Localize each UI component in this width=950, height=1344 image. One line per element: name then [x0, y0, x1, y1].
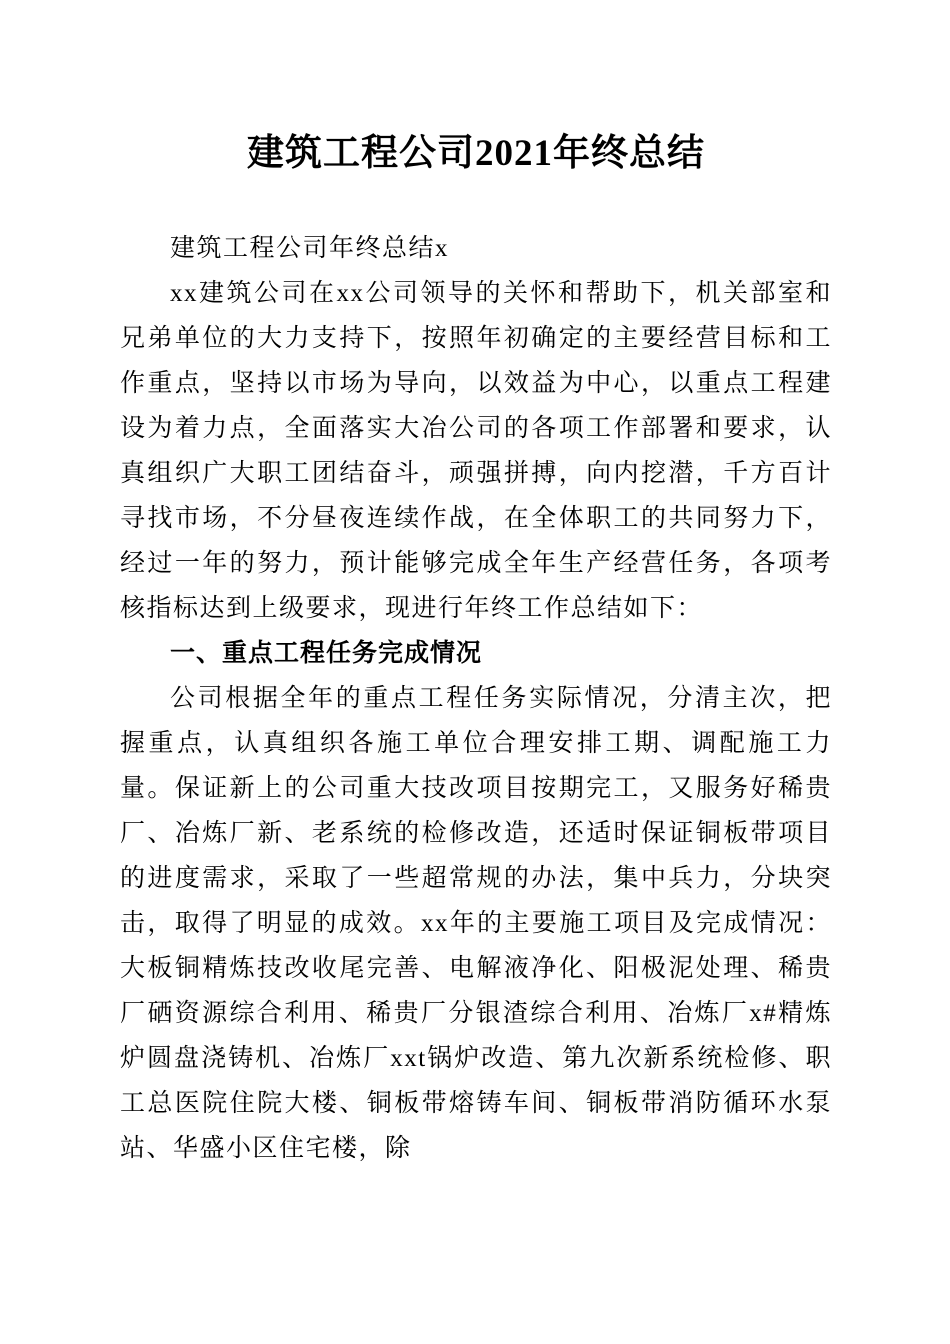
document-title: 建筑工程公司2021年终总结 [247, 133, 705, 174]
paragraph-intro: xx建筑公司在xx公司领导的关怀和帮助下，机关部室和兄弟单位的大力支持下，按照年初确定的主要经营目标和工作重点，坚持以市场为导向，以效益为中心，以重点工程建设为着力点，全面落实大冶公司的各项工作部署和要求，认真组织广大职工团结奋斗，顽强拼搏，向内挖潜，千方百计寻找市场，不分昼夜连续作战，在全体职工的共同努力下，经过一年的努力，预计能够完成全年生产经营任务，各项考核指标达到上级要求，现进行年终工作总结如下： [120, 280, 832, 622]
section-heading-key-projects: 一、重点工程任务完成情况 [170, 639, 483, 667]
paragraph-section-body: 公司根据全年的重点工程任务实际情况，分清主次，把握重点，认真组织各施工单位合理安排工期、调配施工力量。保证新上的公司重大技改项目按期完工，又服务好稀贵厂、冶炼厂新、老系统的检修改造，还适时保证铜板带项目的进度需求，采取了一些超常规的办法，集中兵力，分块突击，取得了明显的成效。xx年的主要施工项目及完成情况：大板铜精炼技改收尾完善、电解液净化、阳极泥处理、稀贵厂硒资源综合利用、稀贵厂分银渣综合利用、冶炼厂x#精炼炉圆盘浇铸机、冶炼厂xxt锅炉改造、第九次新系统检修、职工总医院住院大楼、铜板带熔铸车间、铜板带消防循环水泵站、华盛小区住宅楼，除 [120, 685, 832, 1162]
paragraph-subtitle: 建筑工程公司年终总结x [170, 235, 450, 262]
